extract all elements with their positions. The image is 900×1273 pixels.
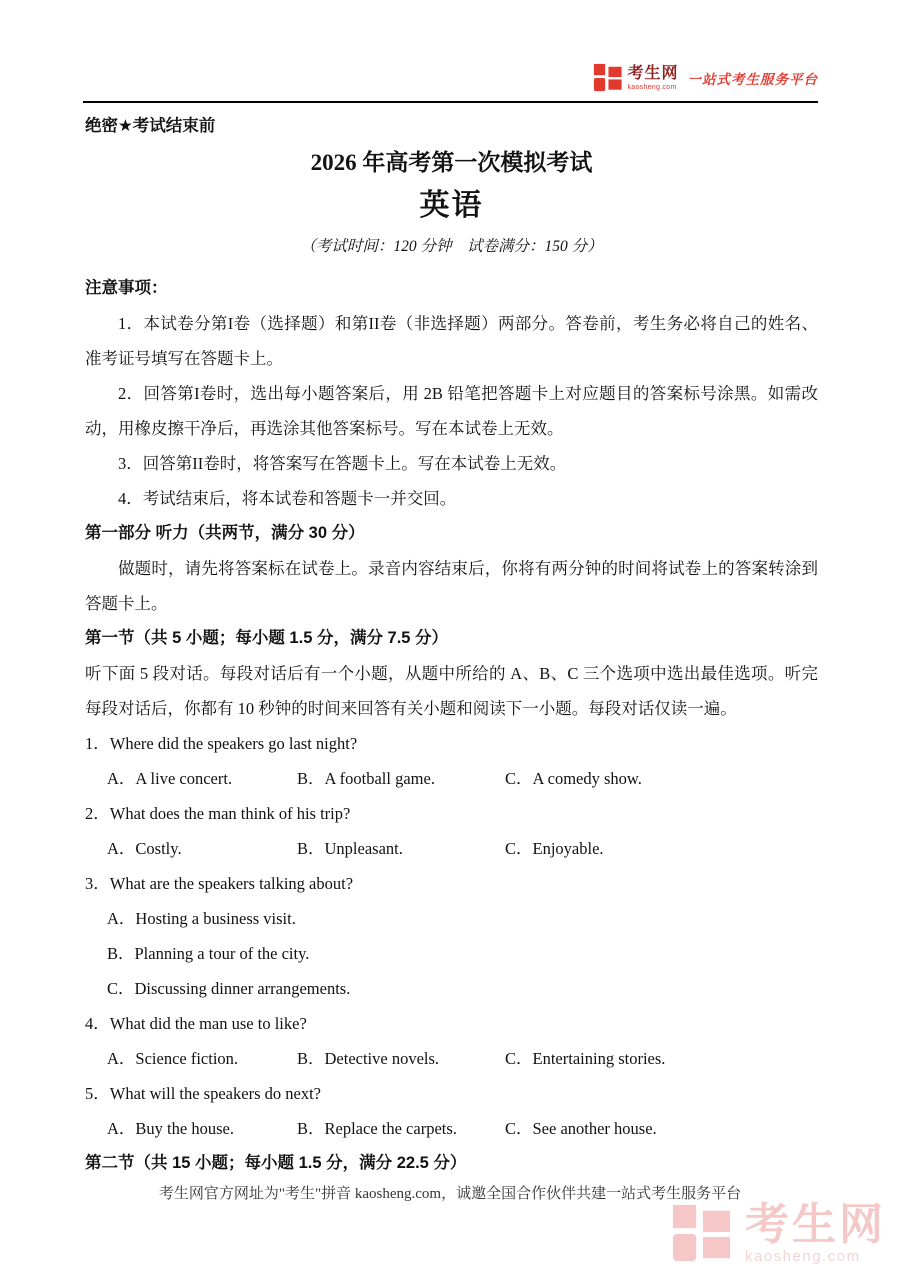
subject-title: 英语: [419, 189, 484, 222]
question-5-number: 5．: [85, 1084, 110, 1103]
question-3-option-b: B．Planning a tour of the city.: [107, 944, 310, 963]
question-4-number: 4．: [85, 1014, 110, 1033]
watermark-brand-domain: kaosheng.com: [745, 1248, 861, 1265]
notes-heading: 注意事项：: [85, 279, 168, 297]
question-3-option-c: C．Discussing dinner arrangements.: [107, 979, 351, 998]
section2-heading: 第二节（共 15 小题；每小题 1.5 分，满分 22.5 分）: [85, 1154, 467, 1172]
question-2-options: [85, 831, 818, 866]
question-3: [85, 866, 818, 901]
brand-name: 考生网: [627, 64, 679, 82]
exam-info-line: （考试时间：120 分钟 试卷满分：150 分）: [300, 238, 603, 255]
exam-title: 2026 年高考第一次模拟考试: [310, 150, 593, 175]
question-4-text: What did the man use to like?: [109, 1014, 307, 1033]
section1-heading: 第一节（共 5 小题；每小题 1.5 分，满分 7.5 分）: [85, 629, 449, 647]
section1-intro: 听下面 5 段对话。每段对话后有一个小题，从题中所给的 A、B、C 三个选项中选出最佳选项。听完每段对话后，你都有 10 秒钟的时间来回答有关小题和阅读下一小题。每段对话仅读一遍。: [85, 664, 818, 718]
part1-heading: 第一部分 听力（共两节，满分 30 分）: [85, 524, 365, 542]
question-1-option-c: C．A comedy show.: [505, 769, 642, 788]
question-3-number: 3．: [85, 874, 110, 893]
classification-banner: 绝密★考试结束前: [85, 117, 216, 135]
question-2-option-c: C．Enjoyable.: [505, 839, 604, 858]
note-item-1: 1．本试卷分第I卷（选择题）和第II卷（非选择题）两部分。答卷前，考生务必将自己的姓名、准考证号填写在答题卡上。: [85, 314, 818, 368]
kaosheng-watermark: [671, 1200, 886, 1265]
part1-intro: 做题时，请先将答案标在试卷上。录音内容结束后，你将有两分钟的时间将试卷上的答案转涂到答题卡上。: [85, 559, 818, 613]
question-1-options: [85, 761, 818, 796]
footer-note: 考生网官方网址为"考生"拼音 kaosheng.com，诚邀全国合作伙伴共建一站式考生服务平台: [158, 1186, 742, 1202]
note-item-2: 2．回答第I卷时，选出每小题答案后，用 2B 铅笔把答题卡上对应题目的答案标号涂黑。如需改动，用橡皮擦干净后，再选涂其他答案标号。写在本试卷上无效。: [85, 384, 818, 438]
brand-tagline: 一站式考生服务平台: [687, 72, 818, 87]
question-4-option-c: C．Entertaining stories.: [505, 1049, 666, 1068]
question-5-option-b: B．Replace the carpets.: [297, 1119, 457, 1138]
question-4-options: [85, 1041, 818, 1076]
question-2-option-a: A．Costly.: [107, 839, 182, 858]
watermark-text: [745, 1200, 886, 1265]
question-2-option-b: B．Unpleasant.: [297, 839, 403, 858]
watermark-brand-name: 考生网: [745, 1200, 886, 1249]
question-2-text: What does the man think of his trip?: [109, 804, 351, 823]
brand-domain: kaosheng.com: [627, 83, 677, 91]
brand-text: [627, 66, 678, 91]
note-item-4: 4．考试结束后，将本试卷和答题卡一并交回。: [118, 489, 457, 508]
kaosheng-watermark-icon: [671, 1203, 733, 1265]
question-3-option-a: A．Hosting a business visit.: [107, 909, 296, 928]
question-5-option-c: C．See another house.: [505, 1119, 657, 1138]
question-4-option-b: B．Detective novels.: [297, 1049, 440, 1068]
question-5-options: [85, 1111, 818, 1146]
question-1: [85, 726, 818, 761]
exam-content: [85, 109, 818, 1181]
question-3-text: What are the speakers talking about?: [109, 874, 354, 893]
question-5-option-a: A．Buy the house.: [107, 1119, 234, 1138]
question-1-text: Where did the speakers go last night?: [109, 734, 358, 753]
question-2: [85, 796, 818, 831]
note-item-3: 3．回答第II卷时，将答案写在答题卡上。写在本试卷上无效。: [118, 454, 567, 473]
question-1-option-b: B．A football game.: [297, 769, 435, 788]
question-5: [85, 1076, 818, 1111]
question-2-number: 2．: [85, 804, 110, 823]
page-header: [83, 0, 818, 103]
kaosheng-logo: [593, 63, 818, 93]
question-4-option-a: A．Science fiction.: [107, 1049, 239, 1068]
kaosheng-logo-icon: [593, 63, 623, 93]
question-1-number: 1．: [85, 734, 110, 753]
question-5-text: What will the speakers do next?: [109, 1084, 321, 1103]
question-1-option-a: A．A live concert.: [107, 769, 233, 788]
question-4: [85, 1006, 818, 1041]
